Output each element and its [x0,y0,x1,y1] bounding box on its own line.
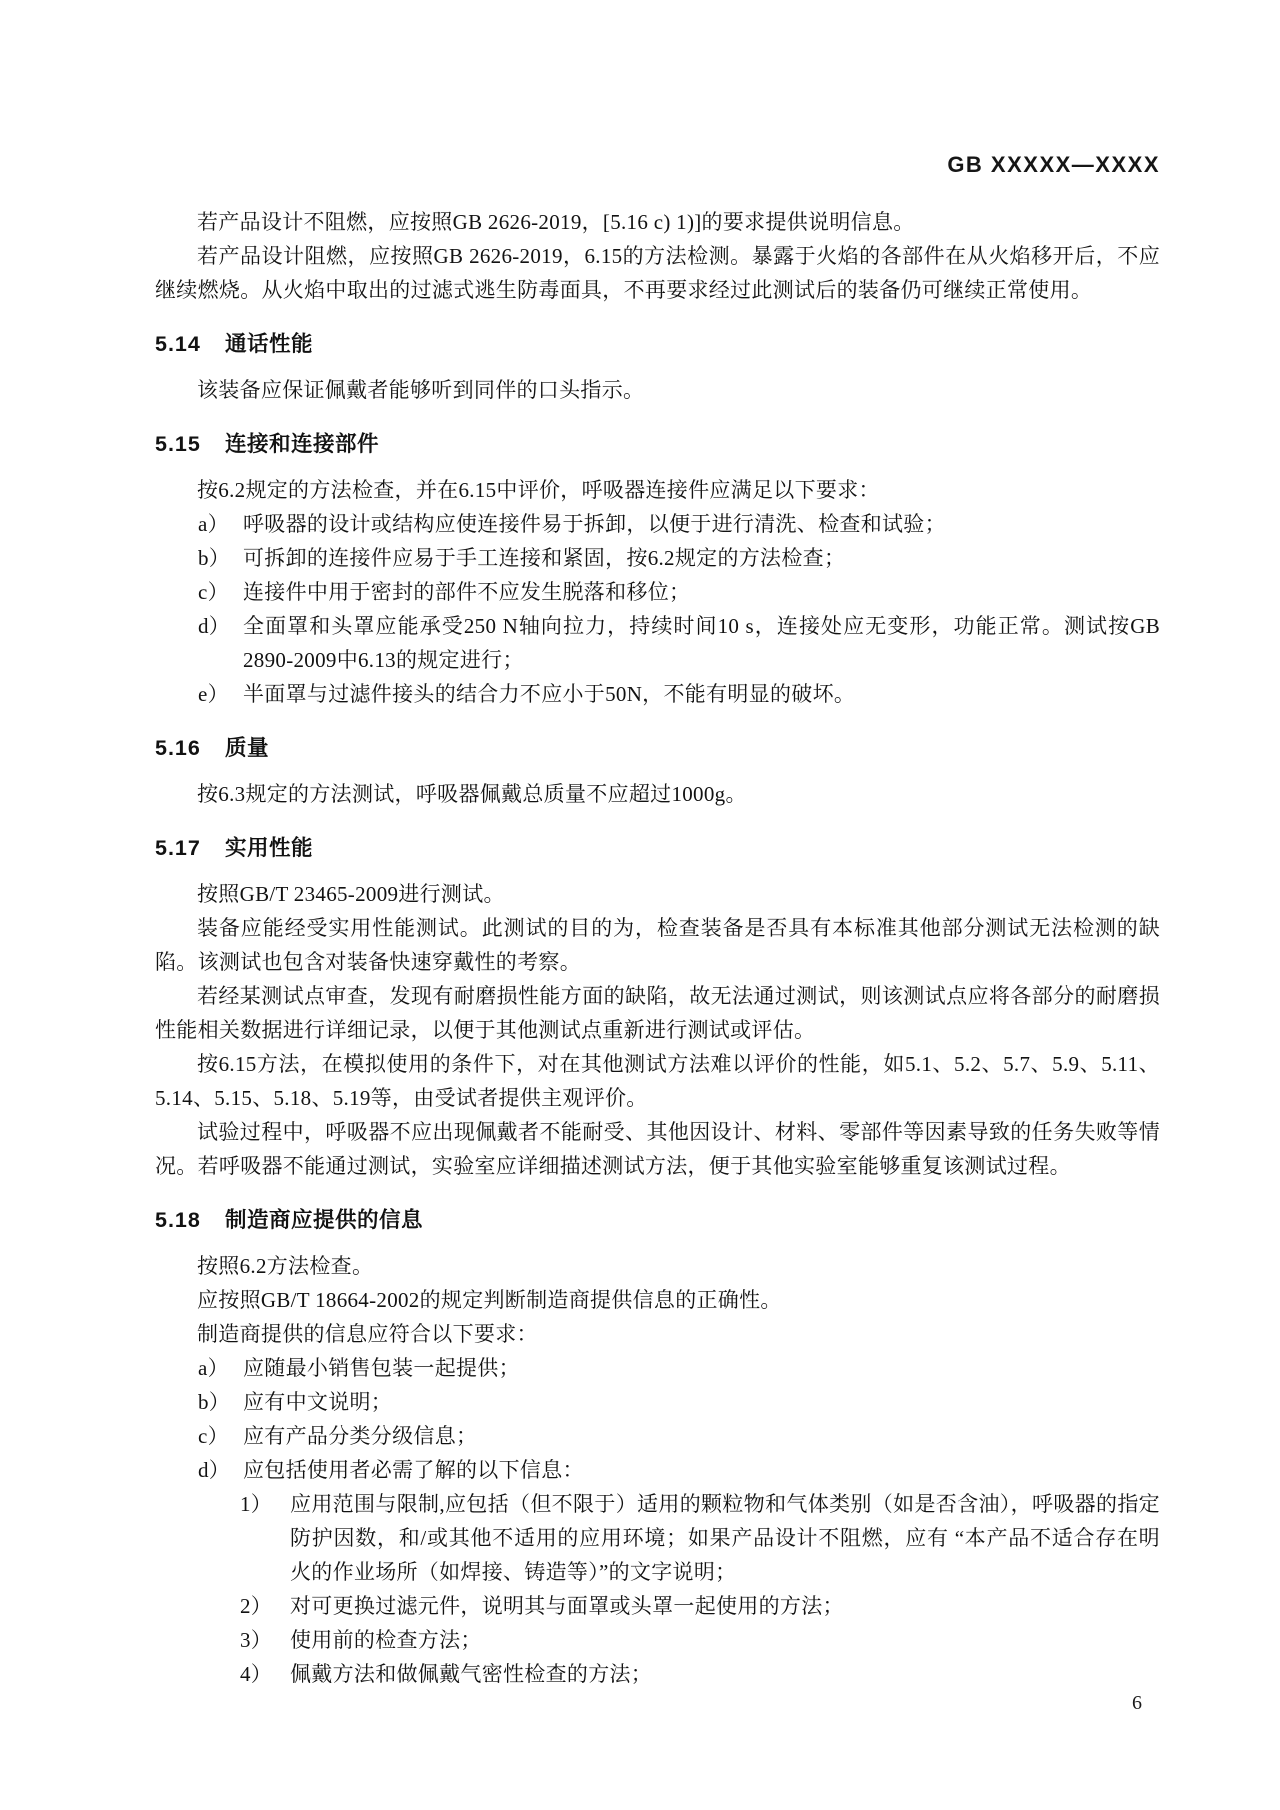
list-marker: 2） [240,1594,273,1618]
paragraph: 试验过程中，呼吸器不应出现佩戴者不能耐受、其他因设计、材料、零部件等因素导致的任务失败等情况。若呼吸器不能通过测试，实验室应详细描述测试方法，便于其他实验室能够重复该测试过程。 [155,1120,1160,1178]
list-item [155,677,1160,711]
section-title: 实用性能 [225,836,314,860]
section-heading-5-15 [155,427,1160,461]
paragraph: 若经某测试点审查，发现有耐磨损性能方面的缺陷，故无法通过测试，则该测试点应将各部分的耐磨损性能相关数据进行详细记录，以便于其他测试点重新进行测试或评估。 [155,984,1160,1042]
paragraph: 应按照GB/T 18664-2002的规定判断制造商提供信息的正确性。 [197,1288,782,1312]
doc-code-header: GB XXXXX—XXXX [947,152,1160,177]
section-number: 5.16 [155,736,201,760]
list-item-text: 应有产品分类分级信息； [243,1424,478,1448]
list-marker: b） [198,1390,231,1414]
list-marker: c） [198,580,229,604]
list-item [155,1453,1160,1487]
list-item [155,575,1160,609]
list-item-text: 全面罩和头罩应能承受250 N轴向拉力，持续时间10 s，连接处应无变形，功能正常。测试按GB 2890-2009中6.13的规定进行； [243,614,1160,672]
list-marker: d） [198,614,231,638]
list-marker: 1） [240,1492,273,1516]
section-number: 5.18 [155,1208,201,1232]
list-item [155,507,1160,541]
paragraph: 制造商提供的信息应符合以下要求： [197,1322,538,1346]
list-item-text: 连接件中用于密封的部件不应发生脱落和移位； [243,580,691,604]
section-title: 制造商应提供的信息 [225,1208,424,1232]
list-item-text: 应随最小销售包装一起提供； [243,1356,520,1380]
list-item-text: 使用前的检查方法； [290,1628,482,1652]
paragraph: 装备应能经受实用性能测试。此测试的目的为，检查装备是否具有本标准其他部分测试无法检测的缺陷。该测试也包含对装备快速穿戴性的考察。 [155,916,1160,974]
sub-list-item [155,1487,1160,1589]
list-item-text: 佩戴方法和做佩戴气密性检查的方法； [290,1662,653,1686]
list-item-text: 对可更换过滤元件，说明其与面罩或头罩一起使用的方法； [290,1594,844,1618]
list-marker: c） [198,1424,229,1448]
list-item-text: 应用范围与限制,应包括（但不限于）适用的颗粒物和气体类别（如是否含油），呼吸器的指定防护因数，和/或其他不适用的应用环境；如果产品设计不阻燃，应有 “本产品不适合存在明火的作业场所（如焊接、铸造等）”的文字说明； [290,1492,1160,1584]
list-marker: d） [198,1458,231,1482]
list-item-text: 呼吸器的设计或结构应使连接件易于拆卸，以便于进行清洗、检查和试验； [243,512,946,536]
list-item-text: 应有中文说明； [243,1390,393,1414]
section-heading-5-18 [155,1203,1160,1237]
list-item [155,1385,1160,1419]
paragraph: 按6.15方法，在模拟使用的条件下，对在其他测试方法难以评价的性能，如5.1、5.2、5.7、5.9、5.11、5.14、5.15、5.18、5.19等，由受试者提供主观评价。 [155,1052,1160,1110]
paragraph: 按照6.2方法检查。 [197,1254,374,1278]
list-marker: b） [198,546,231,570]
list-marker: a） [198,1356,229,1380]
document-body [155,205,1160,1691]
section-title: 连接和连接部件 [225,432,380,456]
section-title: 质量 [225,736,270,760]
list-item [155,541,1160,575]
list-item-text: 可拆卸的连接件应易于手工连接和紧固，按6.2规定的方法检查； [243,546,846,570]
list-item-text: 应包括使用者必需了解的以下信息： [243,1458,584,1482]
section-heading-5-17 [155,831,1160,865]
list-item [155,1351,1160,1385]
paragraph: 按6.3规定的方法测试，呼吸器佩戴总质量不应超过1000g。 [197,782,747,806]
list-marker: e） [198,682,229,706]
page-number: 6 [1132,1692,1142,1714]
section-number: 5.17 [155,836,201,860]
paragraph: 按照GB/T 23465-2009进行测试。 [197,882,505,906]
list-item-text: 半面罩与过滤件接头的结合力不应小于50N，不能有明显的破坏。 [243,682,856,706]
paragraph: 若产品设计不阻燃，应按照GB 2626-2019，[5.16 c) 1)]的要求提供说明信息。 [197,210,915,234]
sub-list-item [155,1623,1160,1657]
section-heading-5-14 [155,327,1160,361]
paragraph: 若产品设计阻燃，应按照GB 2626-2019，6.15的方法检测。暴露于火焰的各部件在从火焰移开后，不应继续燃烧。从火焰中取出的过滤式逃生防毒面具，不再要求经过此测试后的装备仍可继续正常使用。 [155,244,1160,302]
paragraph: 按6.2规定的方法检查，并在6.15中评价，呼吸器连接件应满足以下要求： [197,478,880,502]
list-marker: 4） [240,1662,273,1686]
paragraph: 该装备应保证佩戴者能够听到同伴的口头指示。 [197,378,645,402]
section-heading-5-16 [155,731,1160,765]
list-marker: a） [198,512,229,536]
section-number: 5.15 [155,432,201,456]
sub-list-item [155,1589,1160,1623]
sub-list-item [155,1657,1160,1691]
list-marker: 3） [240,1628,273,1652]
section-number: 5.14 [155,332,201,356]
list-item [155,609,1160,677]
section-title: 通话性能 [225,332,314,356]
list-item [155,1419,1160,1453]
